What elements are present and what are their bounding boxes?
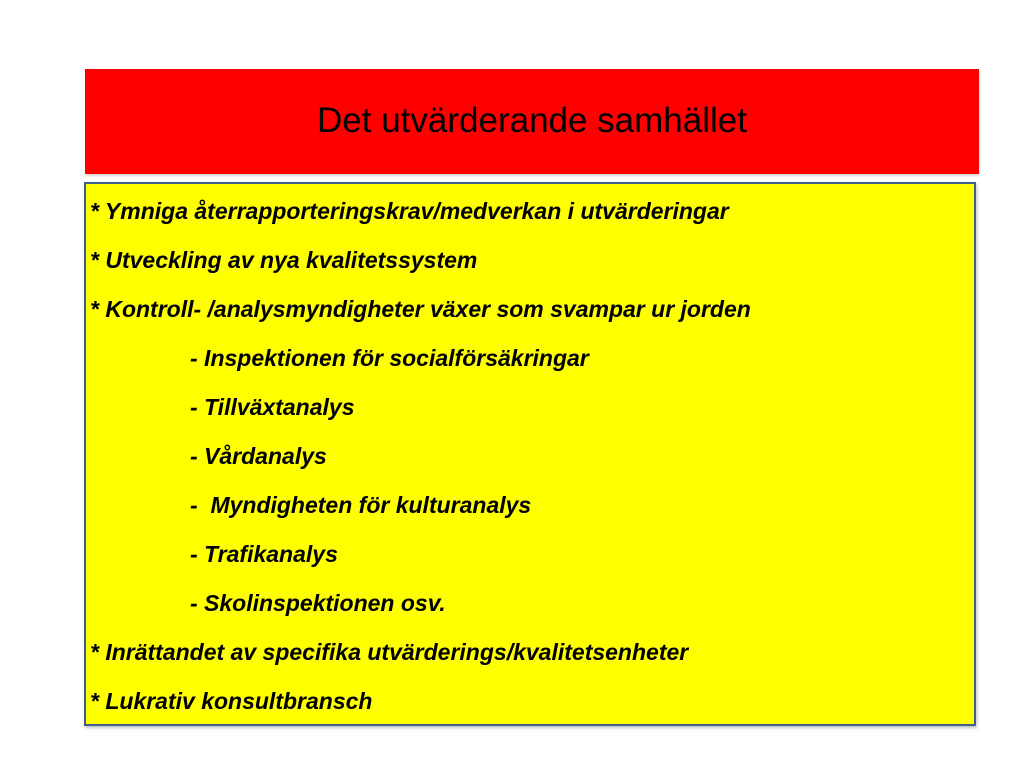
content-box — [84, 182, 976, 726]
bullet-line: * Lukrativ konsultbransch — [90, 688, 373, 714]
bullet-line: * Ymniga återrapporteringskrav/medverkan i utvärderingar — [90, 198, 729, 224]
sub-item-line: - Tillväxtanalys — [190, 394, 355, 420]
bullet-line: * Kontroll- /analysmyndigheter växer som svampar ur jorden — [90, 296, 751, 322]
bullet-line: * Inrättandet av specifika utvärderings/kvalitetsenheter — [90, 639, 689, 665]
slide-title: Det utvärderande samhället — [317, 100, 747, 140]
sub-item-line: - Skolinspektionen osv. — [190, 590, 446, 616]
sub-item-line: - Trafikanalys — [190, 541, 338, 567]
sub-item-line: - Inspektionen för socialförsäkringar — [190, 345, 589, 371]
bullet-line: * Utveckling av nya kvalitetssystem — [90, 247, 478, 273]
title-banner — [85, 69, 979, 174]
sub-item-line: - Vårdanalys — [190, 443, 327, 469]
sub-item-line: - Myndigheten för kulturanalys — [190, 492, 532, 518]
